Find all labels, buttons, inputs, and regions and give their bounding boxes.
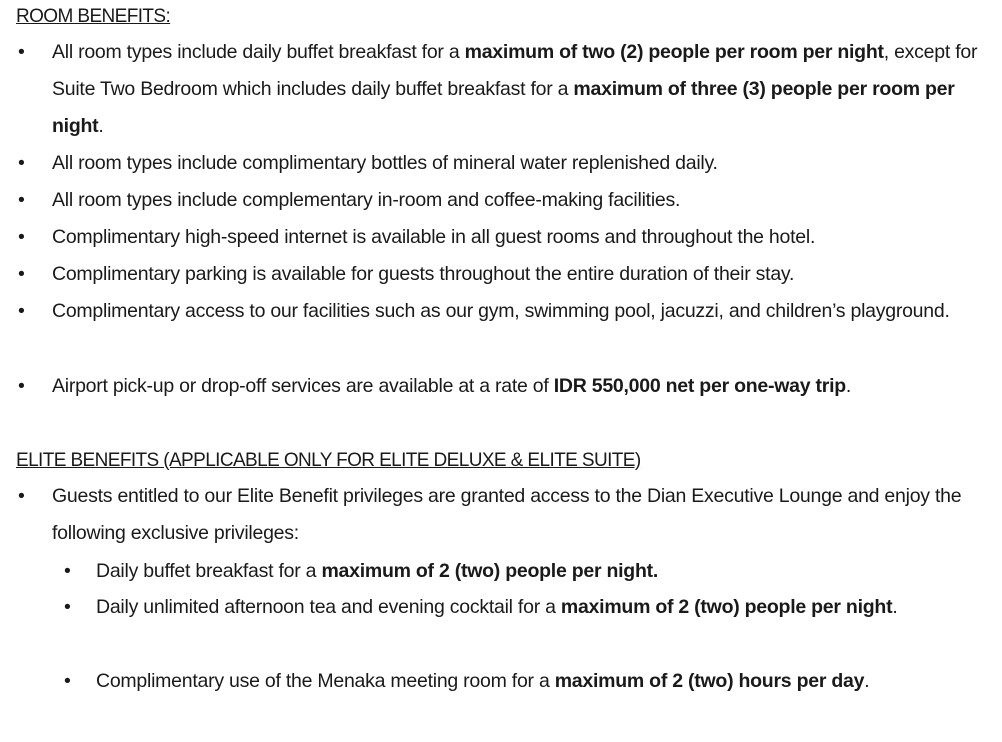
bold-segment: maximum of 2 (two) people per night [560, 596, 893, 618]
text-segment: All room types include daily buffet breakfast for a [52, 41, 465, 63]
text-segment: . [864, 670, 870, 692]
text-segment: Daily buffet breakfast for a [96, 560, 322, 582]
sub-item-breakfast [96, 553, 986, 590]
room-benefits-heading: ROOM BENEFITS: [16, 6, 171, 27]
text-segment: Complimentary use of the Menaka meeting room for a [96, 670, 555, 692]
list-item-mineral-water: • All room types include complimentary bottles of mineral water replenished daily. [52, 145, 982, 182]
list-item-coffee-facilities: • All room types include complementary in-room and coffee-making facilities. [52, 182, 982, 219]
list-item-elite-lounge: • Guests entitled to our Elite Benefit privileges are granted access to the Dian Executive Lounge and enjoy the following exclusive privileges: [52, 478, 982, 552]
text-segment: . [845, 375, 852, 397]
text-segment: Daily unlimited afternoon tea and evening cocktail for a [96, 596, 561, 618]
text-segment: . [892, 596, 898, 618]
list-item-parking: • Complimentary parking is available for guests throughout the entire duration of their stay. [52, 256, 982, 293]
elite-benefits-heading: ELITE BENEFITS (APPLICABLE ONLY FOR ELITE DELUXE & ELITE SUITE) [16, 450, 641, 471]
list-item-facilities-access: • Complimentary access to our facilities such as our gym, swimming pool, jacuzzi, and children’s playground. [52, 293, 982, 330]
list-item-breakfast [52, 34, 982, 145]
sub-item-meeting-room [96, 663, 986, 700]
text-segment: . [98, 115, 104, 137]
list-item-airport-transfer [52, 368, 982, 405]
text-segment: Airport pick-up or drop-off services are available at a rate of [52, 375, 554, 397]
text-segment: , except for Suite Two Bedroom which includes daily buffet breakfast for a [52, 41, 978, 100]
sub-item-afternoon-tea [96, 589, 986, 626]
bold-segment: maximum of 2 (two) people per night. [321, 560, 659, 582]
bold-segment: maximum of two (2) people per room per night [464, 41, 884, 63]
bold-segment: maximum of 2 (two) hours per day [554, 670, 865, 692]
list-item-internet: • Complimentary high-speed internet is available in all guest rooms and throughout the hotel. [52, 219, 982, 256]
bold-segment: IDR 550,000 net per one-way trip [553, 375, 846, 397]
bold-segment: maximum of three (3) people per room per night [52, 78, 955, 137]
